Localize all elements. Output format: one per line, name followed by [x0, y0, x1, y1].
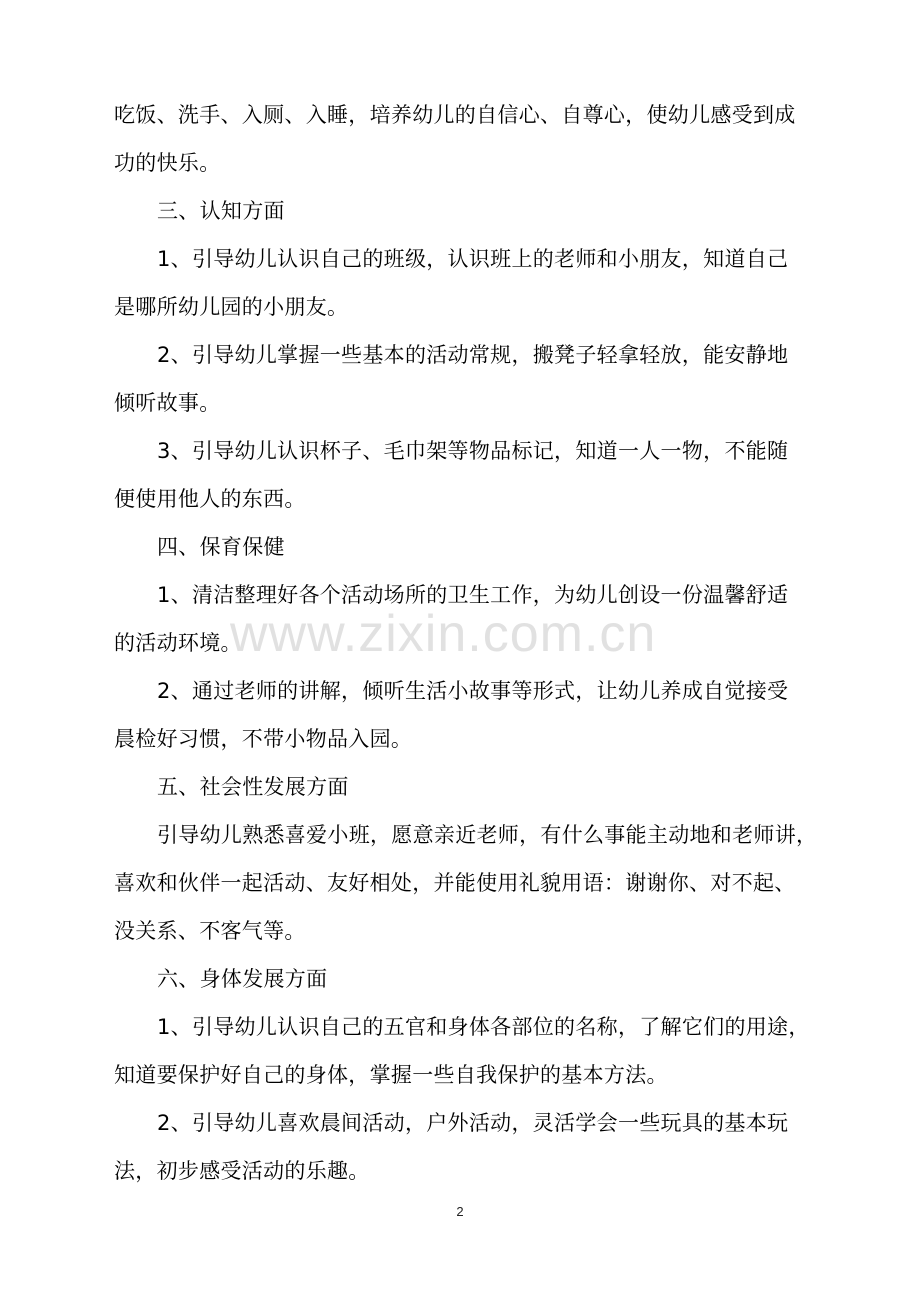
- page-number: 2: [456, 1204, 464, 1219]
- text-line: 喜欢和伙伴一起活动、友好相处，并能使用礼貌用语：谢谢你、对不起、: [114, 871, 796, 895]
- section-heading-social: 五、社会性发展方面: [157, 775, 349, 799]
- text-line: 吃饭、洗手、入厕、入睡，培养幼儿的自信心、自尊心，使幼儿感受到成: [114, 103, 796, 127]
- text-line: 3、引导幼儿认识杯子、毛巾架等物品标记，知道一人一物，不能随: [157, 439, 789, 463]
- text-line: 功的快乐。: [114, 151, 221, 175]
- text-line: 没关系、不客气等。: [114, 919, 306, 943]
- text-line: 法，初步感受活动的乐趣。: [114, 1159, 370, 1183]
- text-line: 1、引导幼儿认识自己的五官和身体各部位的名称，了解它们的用途，: [157, 1015, 810, 1039]
- text-line: 1、清洁整理好各个活动场所的卫生工作，为幼儿创设一份温馨舒适: [157, 583, 789, 607]
- section-heading-cognition: 三、认知方面: [157, 199, 285, 223]
- text-line: 2、通过老师的讲解，倾听生活小故事等形式，让幼儿养成自觉接受: [157, 679, 789, 703]
- text-line: 引导幼儿熟悉喜爱小班，愿意亲近老师，有什么事能主动地和老师讲，: [157, 823, 818, 847]
- text-line: 2、引导幼儿掌握一些基本的活动常规，搬凳子轻拿轻放，能安静地: [157, 343, 789, 367]
- text-line: 倾听故事。: [114, 391, 221, 415]
- text-line: 的活动环境。: [114, 631, 242, 655]
- text-line: 2、引导幼儿喜欢晨间活动，户外活动，灵活学会一些玩具的基本玩: [157, 1111, 789, 1135]
- text-line: 知道要保护好自己的身体，掌握一些自我保护的基本方法。: [114, 1063, 668, 1087]
- text-line: 便使用他人的东西。: [114, 487, 306, 511]
- section-heading-care: 四、保育保健: [157, 535, 285, 559]
- text-line: 晨检好习惯，不带小物品入园。: [114, 727, 413, 751]
- text-line: 1、引导幼儿认识自己的班级，认识班上的老师和小朋友，知道自己: [157, 247, 789, 271]
- watermark: www.zixin.com.cn: [230, 605, 657, 663]
- text-line: 是哪所幼儿园的小朋友。: [114, 295, 349, 319]
- section-heading-physical: 六、身体发展方面: [157, 967, 328, 991]
